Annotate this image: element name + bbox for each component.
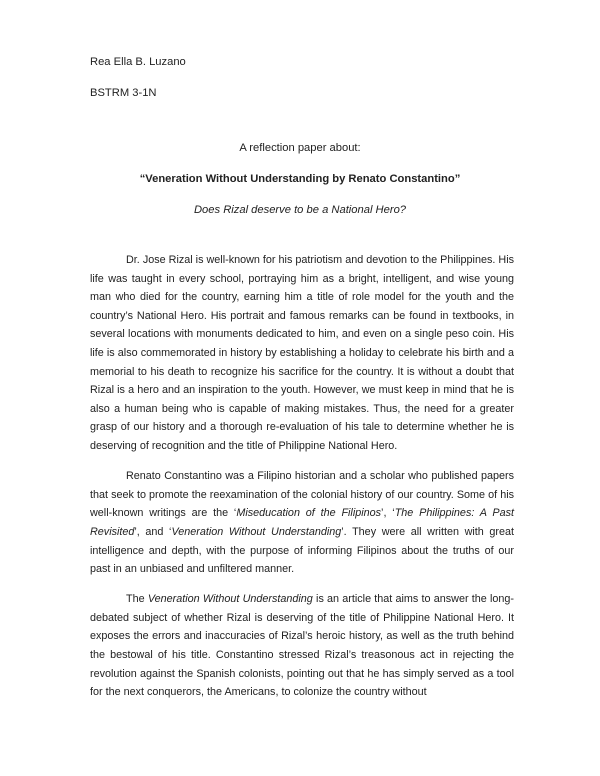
text-run: The (126, 593, 148, 606)
paper-title: “Veneration Without Understanding by Renato Constantino” (139, 173, 461, 185)
text-run: Renato Constantino was a Filipino historian and a scholar who published papers that seek to promote the reexamination of the colonial history of our country. Some of his well-known writings are the ‘ (90, 470, 514, 520)
author-name: Rea Ella B. Luzano (90, 56, 186, 68)
text-run: ’, ‘ (381, 507, 395, 520)
book-title-miseducation: Miseducation of the Filipinos (236, 507, 382, 520)
book-title-past-revisited: The Philippines: A Past Revisited (90, 507, 514, 538)
body-text (90, 251, 514, 713)
author-section: BSTRM 3-1N (90, 87, 157, 99)
text-run: ’, and ‘ (134, 525, 172, 538)
book-title-veneration: Veneration Without Understanding (171, 525, 342, 538)
paragraph-3 (90, 590, 514, 702)
article-title-veneration: Veneration Without Understanding (147, 593, 313, 606)
text-run: is an article that aims to answer the long-debated subject of whether Rizal is deserving of the title of Philippine National Hero. It exposes the errors and inaccuracies of Rizal’s heroic history, as well as the truth behind the bestowal of his title. Constantino stressed Rizal’s treasonous act in rejecting the revolution against the Spanish colonists, pointing out that he has simply served as a tool for the next conquerors, the Americans, to colonize the country without (90, 593, 514, 699)
paragraph-2 (90, 467, 514, 579)
heading-intro: A reflection paper about: (239, 142, 361, 154)
paragraph-1: Dr. Jose Rizal is well-known for his patriotism and devotion to the Philippines. His life was taught in every school, portraying him as a bright, intelligent, and wise young man who died for the country, earning him a title of role model for the youth and the country’s National Hero. His portrait and famous remarks can be found in textbooks, in several locations with monuments dedicated to him, and even on a single peso coin. His life is also commemorated in history by establishing a holiday to celebrate his birth and a memorial to his death to recognize his sacrifice for the country. It is without a doubt that Rizal is a hero and an inspiration to the youth. However, we must keep in mind that he is also a human being who is capable of making mistakes. Thus, the need for a greater grasp of our history and a thorough re-evaluation of his tale to determine whether he is deserving of recognition and the title of Philippine National Hero. (90, 254, 514, 452)
text-run: ’. They were all written with great intelligence and depth, with the purpose of informing Filipinos about the truths of our past in an unbiased and unfiltered manner. (90, 525, 514, 576)
guiding-question: Does Rizal deserve to be a National Hero? (193, 204, 407, 216)
